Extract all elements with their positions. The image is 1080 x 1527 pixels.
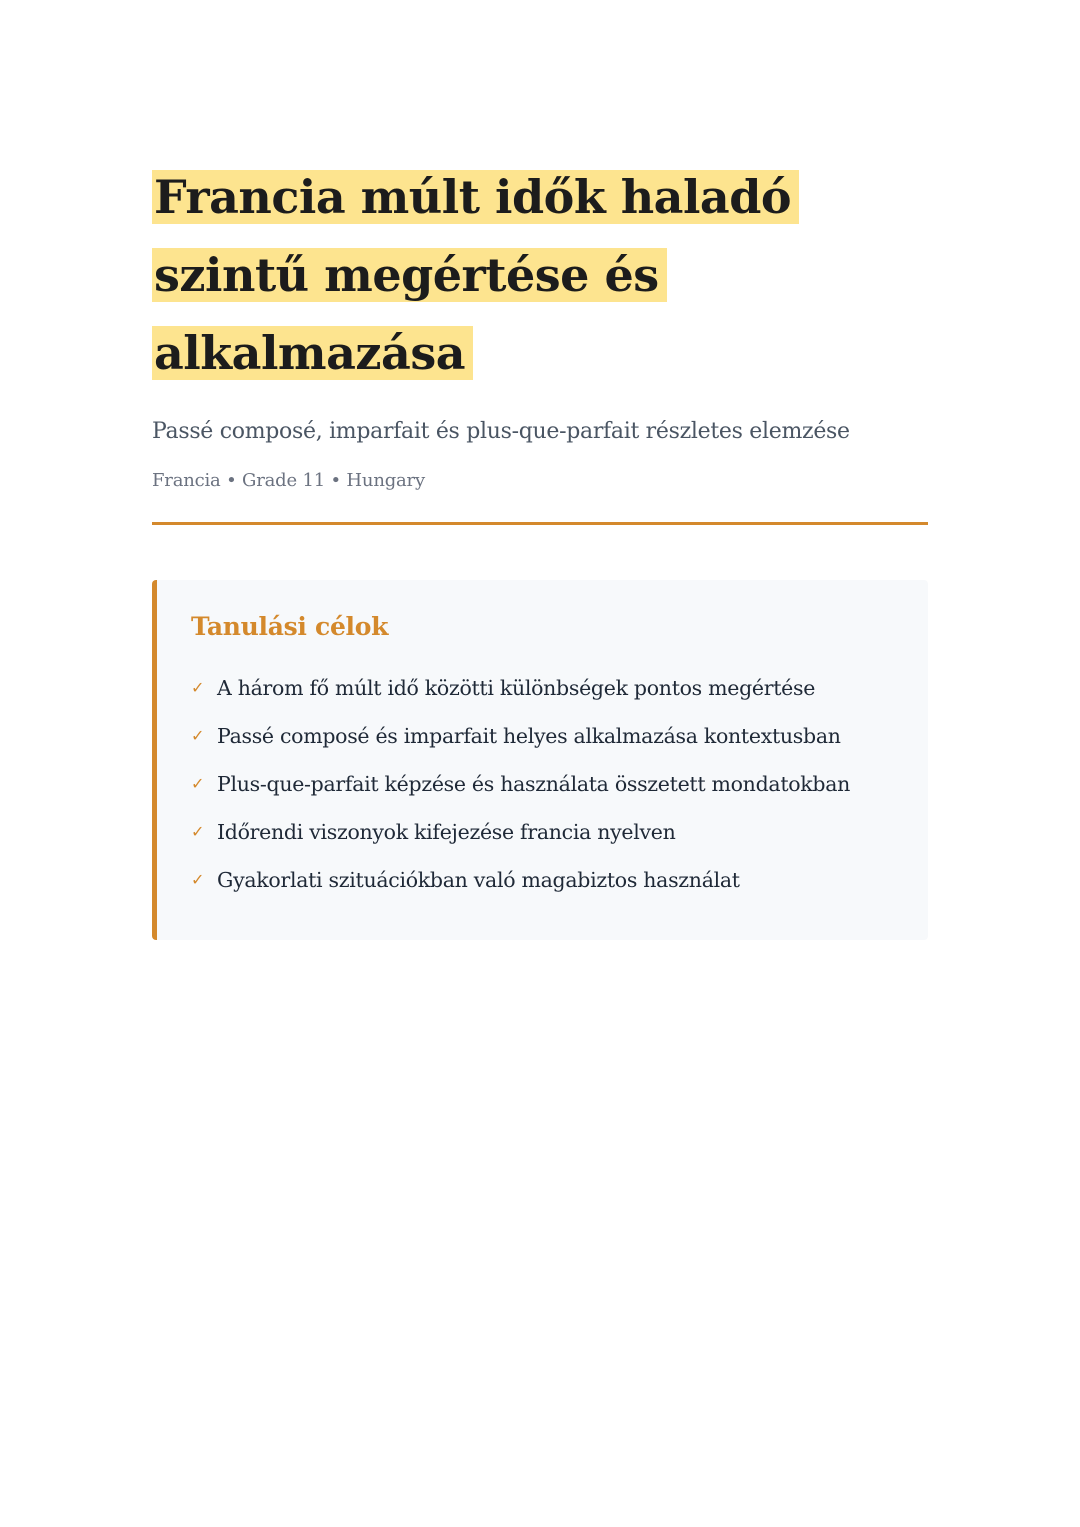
check-icon: ✓	[191, 774, 205, 793]
objective-item	[191, 664, 898, 712]
objectives-list	[191, 664, 898, 904]
check-icon: ✓	[191, 822, 205, 841]
check-icon: ✓	[191, 870, 205, 889]
objective-item	[191, 808, 898, 856]
objective-item	[191, 712, 898, 760]
objectives-heading: Tanulási célok	[191, 612, 389, 641]
objective-text: Gyakorlati szituációkban való magabiztos használat	[217, 868, 740, 892]
objective-item	[191, 856, 898, 904]
objective-text: A három fő múlt idő közötti különbségek pontos megértése	[217, 676, 816, 700]
check-icon: ✓	[191, 726, 205, 745]
page-title-text: Francia múlt idők haladó szintű megértése és alkalmazása	[152, 170, 799, 380]
check-icon: ✓	[191, 678, 205, 697]
divider	[152, 522, 928, 525]
page-title	[152, 158, 928, 392]
learning-objectives-box	[152, 580, 928, 940]
objective-text: Passé composé és imparfait helyes alkalmazása kontextusban	[217, 724, 841, 748]
objective-item	[191, 760, 898, 808]
objective-text: Plus-que-parfait képzése és használata összetett mondatokban	[217, 772, 851, 796]
document-page	[152, 158, 928, 940]
page-subtitle: Passé composé, imparfait és plus-que-parfait részletes elemzése	[152, 419, 850, 444]
page-meta: Francia • Grade 11 • Hungary	[152, 470, 425, 491]
objective-text: Időrendi viszonyok kifejezése francia nyelven	[217, 820, 676, 844]
